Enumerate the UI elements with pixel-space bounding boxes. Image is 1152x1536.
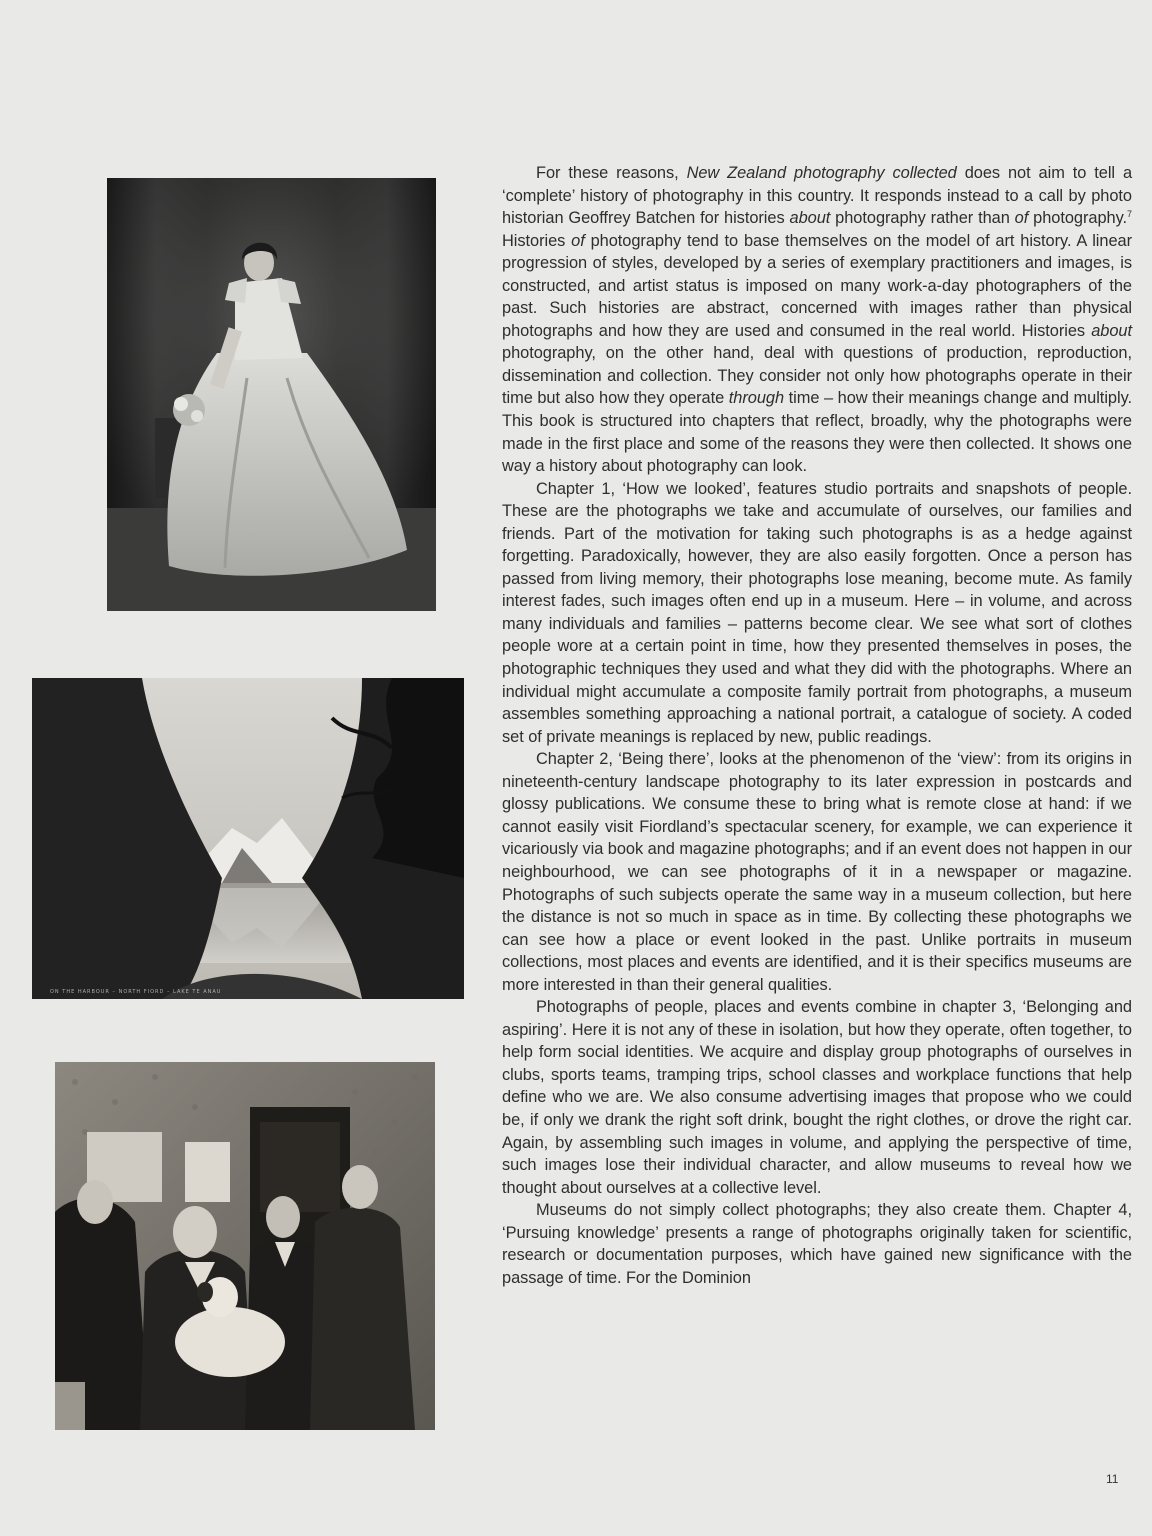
fiord-landscape-photo [32, 678, 464, 999]
italic-text: through [728, 389, 785, 408]
text-run: photography tend to base themselves on the model of art history. A linear progression of styles, developed by a series of exemplary practitioners and images, is constructed, and artist status is imposed on many work-a-day photographers of the past. Such histories are abstract, concerned with images rather than physical photographs and how they are used and consumed in the real world. Histories [502, 231, 1132, 340]
text-run: Photographs of people, places and events combine in chapter 3, ‘Belonging and aspiring’. Here it is not any of these in isolation, but how they operate, often together, to help form social identities. We acquire and display group photographs of ourselves in clubs, sports teams, tramping trips, school classes and workplace functions that help define who we are. We also consume advertising images that propose who we could be, if only we drank the right soft drink, bought the right clothes, or drove the right car. Again, by assembling such images in volume, and applying the perspective of time, such images lose their individual character, and allow museums to reveal how we thought about ourselves at a collective level. [502, 998, 1132, 1197]
body-text-column [502, 162, 1132, 1289]
italic-text: of [1014, 209, 1029, 228]
italic-text: of [571, 231, 585, 250]
text-run: photography rather than [830, 209, 1015, 228]
body-paragraph [502, 478, 1132, 749]
text-run: time – how their meanings change and multiply. This book is structured into chapters that reflect, broadly, why the photographs were made in the first place and some of the reasons they were then collected. It shows one way a history about photography can look. [502, 389, 1132, 476]
group-of-men-image [55, 1062, 435, 1430]
body-paragraph [502, 162, 1132, 478]
text-run: photography. [1028, 209, 1128, 228]
italic-text: about [1091, 321, 1132, 340]
italic-text: about [789, 209, 831, 228]
text-run: photography, on the other hand, deal with questions of production, reproduction, dissemination and collection. They consider not only how photographs operate in their time but also how they operate [502, 344, 1132, 408]
text-run: Chapter 2, ‘Being there’, looks at the phenomenon of the ‘view’: from its origins in nineteenth-century landscape photography to its later expression in postcards and glossy publications. We consume these to bring what is remote close at hand: if we cannot easily visit Fiordland’s spectacular scenery, for example, we can experience it vicariously via book and magazine photographs; and if an event does not happen in our neighbourhood, we can see photographs of it in a newspaper or magazine. Photographs of such subjects operate the same way in a museum collection, but here the distance is not so much in space as in time. By collecting these photographs we can see how a place or event looked in the past. Unlike portraits in museum collections, most places and events are identified, and it is their specifics museums are more interested in than their general qualities. [502, 750, 1132, 994]
text-run: Histories [502, 231, 572, 250]
footnote-marker: 7 [1127, 209, 1132, 220]
text-run: does not aim to tell a ‘complete’ history of photography in this country. It responds instead to a call by photo historian Geoffrey Batchen for histories [502, 164, 1133, 228]
body-paragraph [502, 996, 1132, 1199]
group-of-men-photo [55, 1062, 435, 1430]
text-run: Chapter 1, ‘How we looked’, features studio portraits and snapshots of people. These are the photographs we take and accumulate of ourselves, our families and friends. Part of the motivation for taking such photographs is as a hedge against forgetting. Paradoxically, however, they are also easily forgotten. Once a person has passed from living memory, their photographs lose meaning, become mute. As family interest fades, such images often end up in a museum. Here – in volume, and across many individuals and families – patterns become clear. We see what sort of clothes people wore at a certain point in time, how they presented themselves in poses, the photographic techniques they used and what they did with the photographs. Where an individual might accumulate a composite family portrait from photographs, a museum assembles something approaching a national portrait, a catalogue of society. A coded set of private meanings is replaced by new, public readings. [502, 479, 1132, 746]
fiord-photo-caption: ON THE HARBOUR – NORTH FIORD – LAKE TE ANAU [50, 989, 222, 995]
text-run: Museums do not simply collect photographs; they also create them. Chapter 4, ‘Pursuing knowledge’ presents a range of photographs originally taken for scientific, research or documentation purposes, which have gained new significance with the passage of time. For the Dominion [502, 1201, 1132, 1287]
italic-text: New Zealand photography collected [686, 164, 957, 182]
page-number: 11 [1106, 1472, 1119, 1486]
body-paragraph [502, 1199, 1132, 1289]
bride-portrait-photo [107, 178, 436, 611]
bride-portrait-image [107, 178, 436, 611]
body-paragraph [502, 748, 1132, 996]
fiord-landscape-image [32, 678, 464, 999]
text-run: For these reasons, [536, 164, 687, 182]
